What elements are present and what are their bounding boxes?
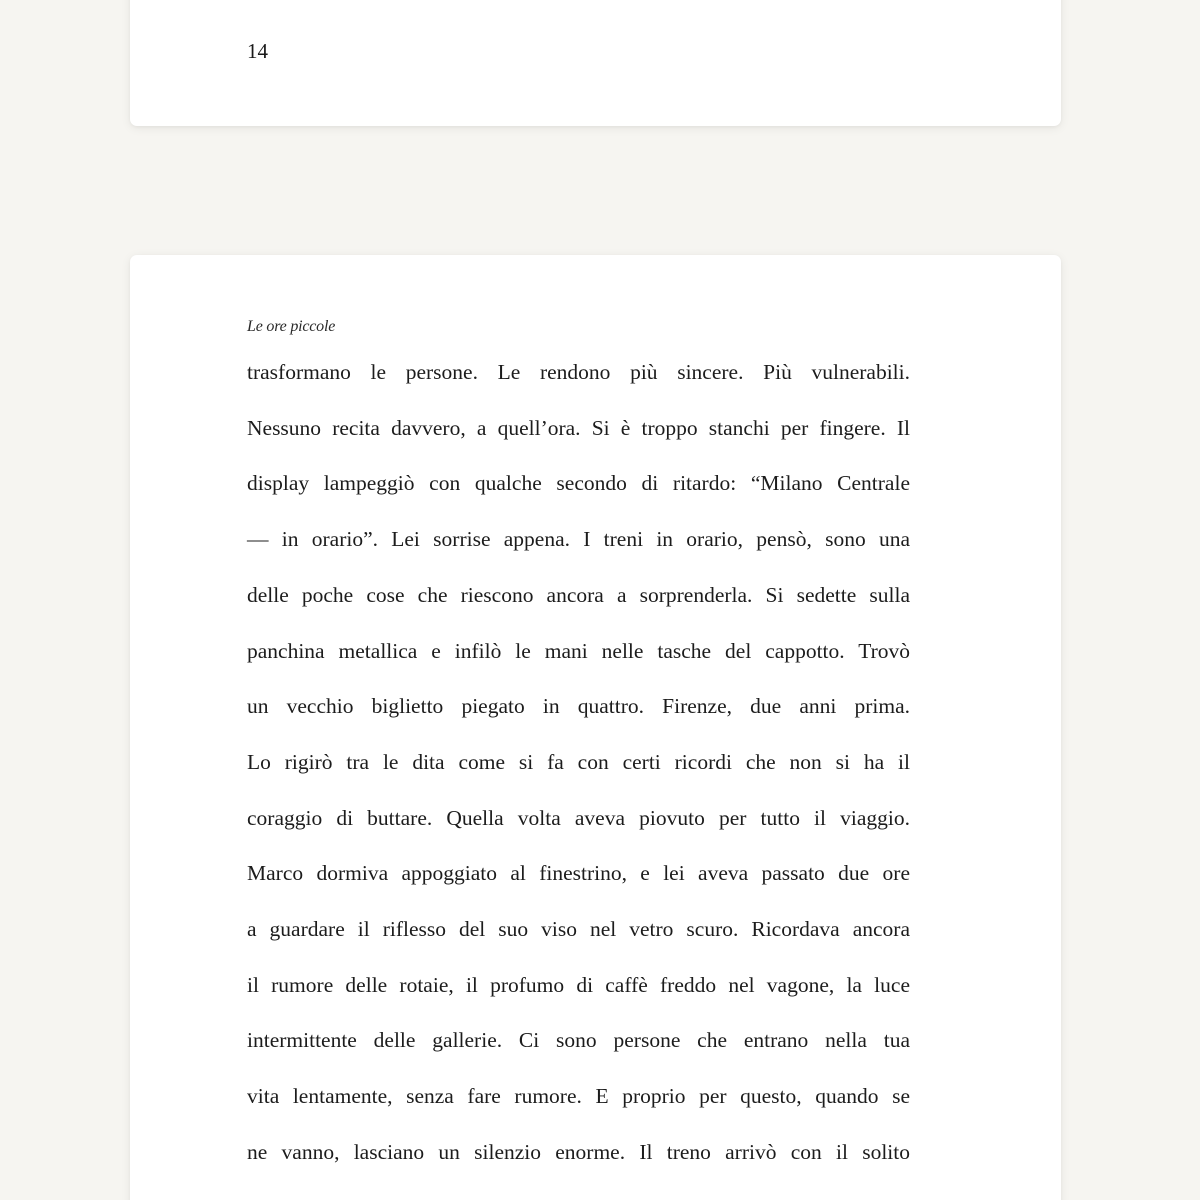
text-line: vita lentamente, senza fare rumore. E proprio per questo, quando se — [247, 1084, 910, 1109]
running-header: Le ore piccole — [247, 318, 336, 335]
text-line: ne vanno, lasciano un silenzio enorme. Il treno arrivò con il solito — [247, 1139, 910, 1164]
text-line: Lo rigirò tra le dita come si fa con certi ricordi che non si ha il — [247, 749, 910, 774]
page-number: 14 — [247, 39, 268, 63]
text-line: a guardare il riflesso del suo viso nel vetro scuro. Ricordava ancora — [247, 917, 910, 942]
text-line: coraggio di buttare. Quella volta aveva piovuto per tutto il viaggio. — [247, 805, 910, 830]
text-line: display lampeggiò con qualche secondo di ritardo: “Milano Centrale — [247, 471, 910, 496]
text-line: delle poche cose che riescono ancora a sorprenderla. Si sedette sulla — [247, 582, 910, 607]
text-line: panchina metallica e infilò le mani nelle tasche del cappotto. Trovò — [247, 638, 910, 663]
text-line: il rumore delle rotaie, il profumo di caffè freddo nel vagone, la luce — [247, 972, 910, 997]
text-line: trasformano le persone. Le rendono più sincere. Più vulnerabili. — [247, 360, 910, 384]
previous-page — [130, 0, 1061, 126]
current-page — [130, 255, 1061, 1200]
text-line: intermittente delle gallerie. Ci sono persone che entrano nella tua — [247, 1028, 910, 1053]
text-line: un vecchio biglietto piegato in quattro. Firenze, due anni prima. — [247, 694, 910, 719]
text-line: — in orario”. Lei sorrise appena. I treni in orario, pensò, sono una — [247, 527, 910, 552]
text-line: Nessuno recita davvero, a quell’ora. Si è troppo stanchi per fingere. Il — [247, 415, 910, 440]
body-text — [247, 345, 910, 1181]
text-line: Marco dormiva appoggiato al finestrino, e lei aveva passato due ore — [247, 861, 910, 886]
